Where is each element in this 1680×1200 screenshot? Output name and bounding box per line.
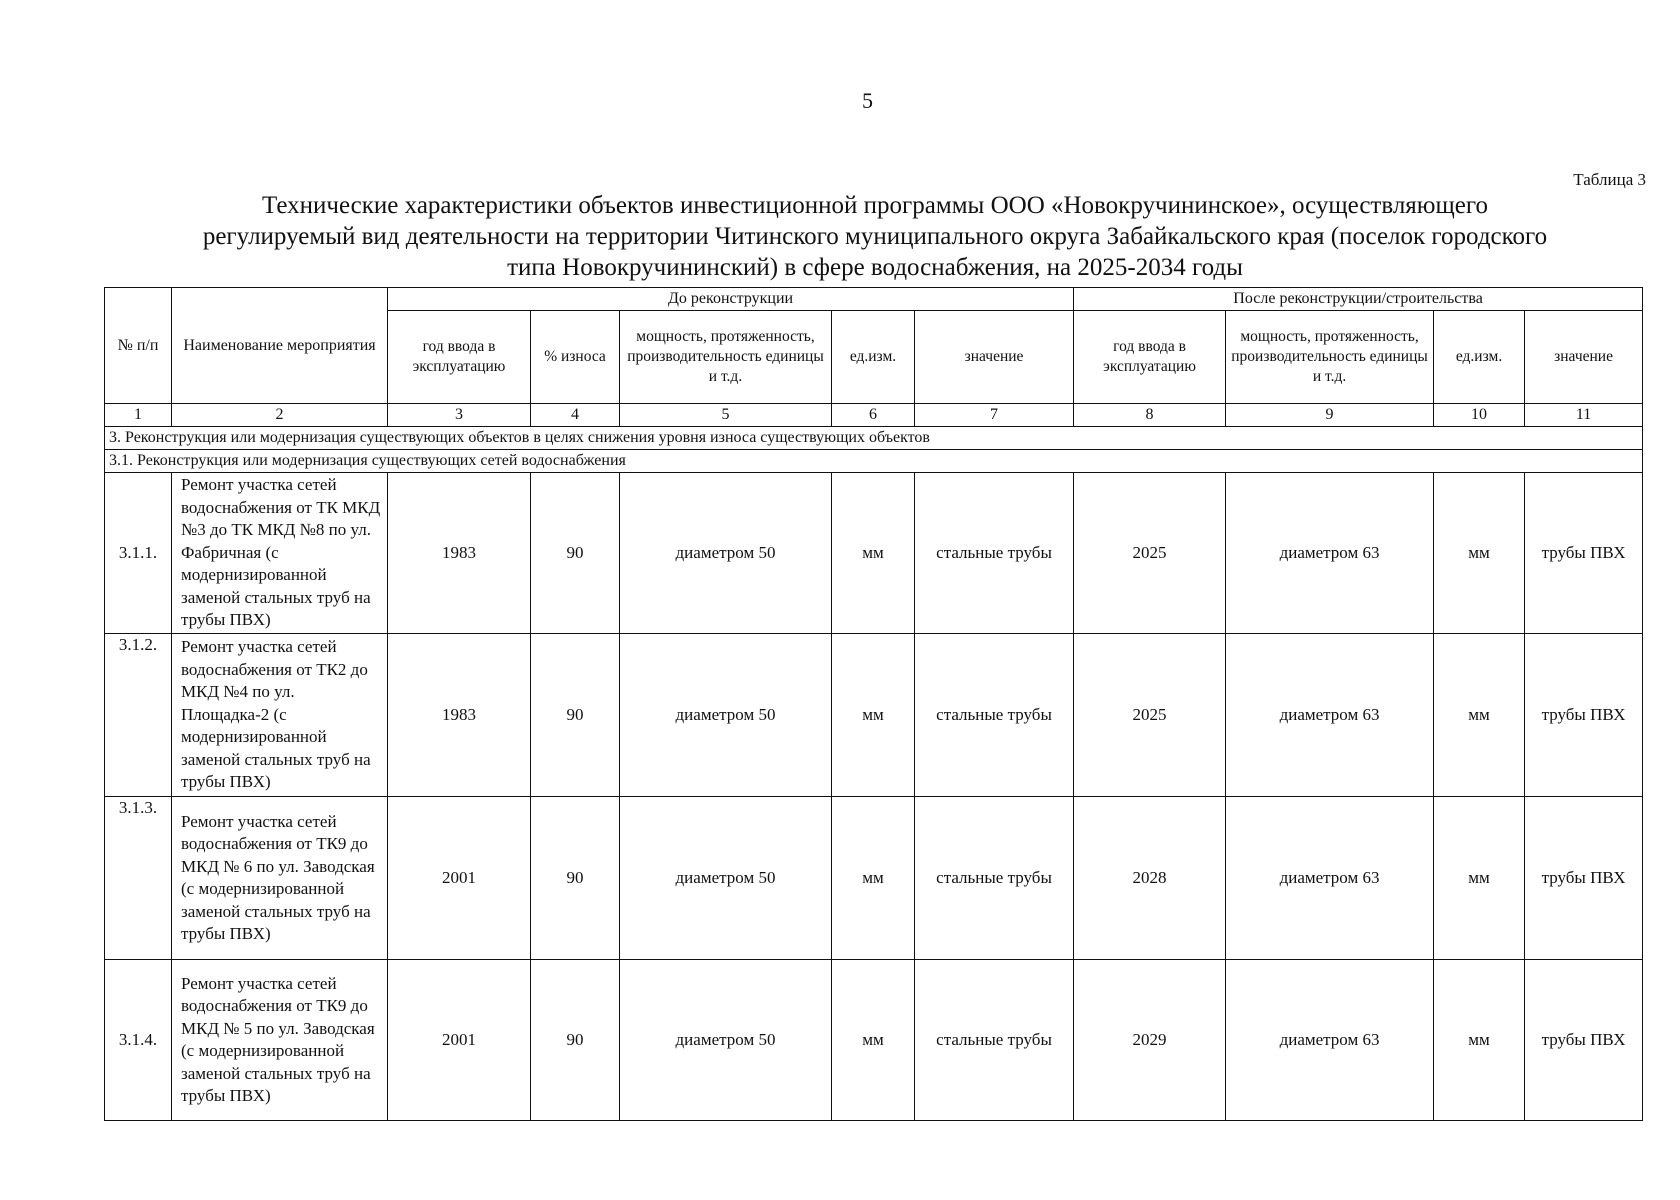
row-year-after: 2029	[1074, 960, 1226, 1121]
section-3-1-title: 3.1. Реконструкция или модернизация существующих сетей водоснабжения	[105, 450, 1643, 473]
row-wear: 90	[531, 960, 620, 1121]
column-number: 4	[531, 404, 620, 427]
column-number: 10	[1434, 404, 1525, 427]
section-row	[105, 427, 1643, 450]
header-capacity-after: мощность, протяженность, производительность единицы и т.д.	[1226, 311, 1434, 404]
row-wear: 90	[531, 634, 620, 797]
column-number: 11	[1525, 404, 1643, 427]
row-capacity: диаметром 50	[620, 634, 832, 797]
row-year-in: 1983	[388, 473, 531, 634]
row-unit: мм	[832, 634, 915, 797]
header-value: значение	[915, 311, 1074, 404]
row-unit-after: мм	[1434, 797, 1525, 960]
row-unit: мм	[832, 960, 915, 1121]
row-capacity: диаметром 50	[620, 473, 832, 634]
row-value: стальные трубы	[915, 473, 1074, 634]
header-year-in: год ввода в эксплуатацию	[388, 311, 531, 404]
column-number: 5	[620, 404, 832, 427]
header-year-after: год ввода в эксплуатацию	[1074, 311, 1226, 404]
row-value: стальные трубы	[915, 797, 1074, 960]
header-group-after: После реконструкции/строительства	[1074, 288, 1643, 311]
column-number: 9	[1226, 404, 1434, 427]
table-row	[105, 473, 1643, 634]
row-name: Ремонт участка сетей водоснабжения от ТК2 до МКД №4 по ул. Площадка-2 (с модернизированной заменой стальных труб на трубы ПВХ)	[172, 634, 388, 797]
row-year-after: 2025	[1074, 634, 1226, 797]
row-capacity: диаметром 50	[620, 797, 832, 960]
row-wear: 90	[531, 473, 620, 634]
row-capacity-after: диаметром 63	[1226, 634, 1434, 797]
header-unit-after: ед.изм.	[1434, 311, 1525, 404]
row-capacity-after: диаметром 63	[1226, 960, 1434, 1121]
row-unit-after: мм	[1434, 960, 1525, 1121]
row-number: 3.1.3.	[105, 797, 172, 960]
row-capacity-after: диаметром 63	[1226, 473, 1434, 634]
section-row	[105, 450, 1643, 473]
title-line: регулируемый вид деятельности на территории Читинского муниципального округа Забайкальского края (поселок городского	[202, 223, 1548, 250]
section-3-title: 3. Реконструкция или модернизация существующих объектов в целях снижения уровня износа существующих объектов	[105, 427, 1643, 450]
table-row	[105, 960, 1643, 1121]
header-unit: ед.изм.	[832, 311, 915, 404]
row-number: 3.1.1.	[105, 473, 172, 634]
row-number: 3.1.4.	[105, 960, 172, 1121]
header-value-after: значение	[1525, 311, 1643, 404]
column-number: 6	[832, 404, 915, 427]
row-year-in: 2001	[388, 797, 531, 960]
row-name: Ремонт участка сетей водоснабжения от ТК9 до МКД № 6 по ул. Заводская (с модернизированной заменой стальных труб на трубы ПВХ)	[172, 797, 388, 960]
header-name: Наименование мероприятия	[172, 288, 388, 404]
page-number: 5	[862, 88, 873, 113]
table-row	[105, 797, 1643, 960]
row-value: стальные трубы	[915, 634, 1074, 797]
row-year-after: 2025	[1074, 473, 1226, 634]
row-name: Ремонт участка сетей водоснабжения от ТК МКД №3 до ТК МКД №8 по ул. Фабричная (с модернизированной заменой стальных труб на трубы ПВХ)	[172, 473, 388, 634]
column-number: 1	[105, 404, 172, 427]
table-row	[105, 634, 1643, 797]
row-value-after: трубы ПВХ	[1525, 960, 1643, 1121]
row-year-in: 1983	[388, 634, 531, 797]
row-value-after: трубы ПВХ	[1525, 797, 1643, 960]
column-number-row	[105, 404, 1643, 427]
row-value-after: трубы ПВХ	[1525, 634, 1643, 797]
row-unit: мм	[832, 797, 915, 960]
row-capacity: диаметром 50	[620, 960, 832, 1121]
title-line: типа Новокручининский) в сфере водоснабжения, на 2025-2034 годы	[507, 254, 1243, 281]
column-number: 8	[1074, 404, 1226, 427]
row-unit-after: мм	[1434, 473, 1525, 634]
header-group-before: До реконструкции	[388, 288, 1074, 311]
column-number: 7	[915, 404, 1074, 427]
column-number: 3	[388, 404, 531, 427]
row-year-after: 2028	[1074, 797, 1226, 960]
row-year-in: 2001	[388, 960, 531, 1121]
row-name: Ремонт участка сетей водоснабжения от ТК9 до МКД № 5 по ул. Заводская (с модернизированной заменой стальных труб на трубы ПВХ)	[172, 960, 388, 1121]
table-label: Таблица 3	[1573, 170, 1646, 189]
row-unit-after: мм	[1434, 634, 1525, 797]
title-line: Технические характеристики объектов инвестиционной программы ООО «Новокручининское», осуществляющего	[262, 192, 1488, 219]
header-wear: % износа	[531, 311, 620, 404]
row-number: 3.1.2.	[105, 634, 172, 797]
row-wear: 90	[531, 797, 620, 960]
header-no: № п/п	[105, 288, 172, 404]
row-unit: мм	[832, 473, 915, 634]
row-value-after: трубы ПВХ	[1525, 473, 1643, 634]
header-capacity: мощность, протяженность, производительность единицы и т.д.	[620, 311, 832, 404]
row-value: стальные трубы	[915, 960, 1074, 1121]
document-title	[105, 190, 1645, 283]
column-number: 2	[172, 404, 388, 427]
characteristics-table	[104, 287, 1643, 1121]
row-capacity-after: диаметром 63	[1226, 797, 1434, 960]
